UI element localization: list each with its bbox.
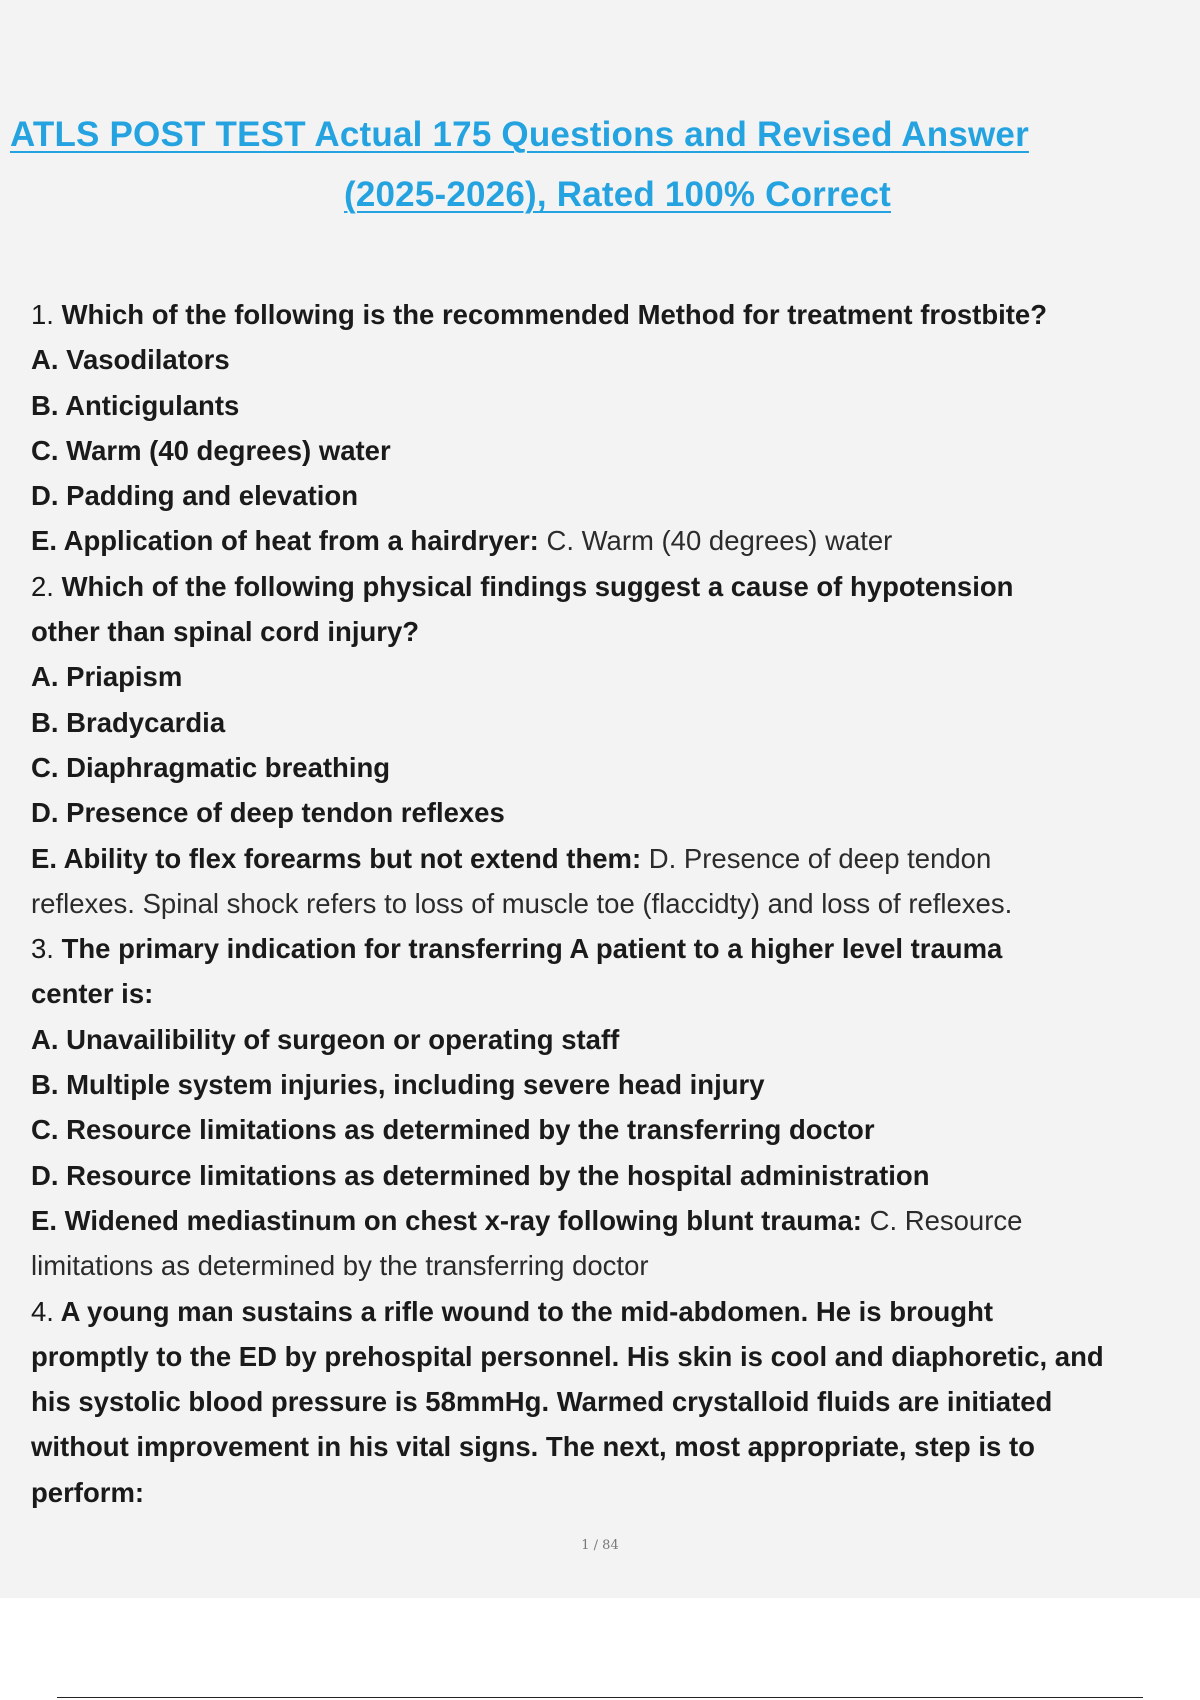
option-3d: D. Resource limitations as determined by the hospital administration xyxy=(31,1159,930,1191)
option-2d: D. Presence of deep tendon reflexes xyxy=(31,797,505,829)
question-number: 3. xyxy=(31,933,54,965)
option-1e: E. Application of heat from a hairdryer: xyxy=(31,525,539,557)
question-text-line-2: promptly to the ED by prehospital personnel. His skin is cool and diaphoretic, and xyxy=(31,1340,1104,1372)
question-list xyxy=(31,292,1200,1515)
option-1c: C. Warm (40 degrees) water xyxy=(31,434,391,466)
question-number: 4. xyxy=(31,1295,54,1327)
option-3c: C. Resource limitations as determined by the transferring doctor xyxy=(31,1114,875,1146)
option-1a: A. Vasodilators xyxy=(31,344,230,376)
question-text-line-5: perform: xyxy=(31,1476,145,1508)
question-text-line-3: his systolic blood pressure is 58mmHg. Warmed crystalloid fluids are initiated xyxy=(31,1386,1053,1418)
answer-3-line-2: limitations as determined by the transferring doctor xyxy=(31,1250,649,1282)
option-1e-with-answer xyxy=(31,518,1200,563)
option-2a: A. Priapism xyxy=(31,661,183,693)
option-1b: B. Anticigulants xyxy=(31,389,240,421)
question-text-line-1: A young man sustains a rifle wound to the mid-abdomen. He is brought xyxy=(60,1295,994,1327)
question-text-line-4: without improvement in his vital signs. The next, most appropriate, step is to xyxy=(31,1431,1035,1463)
question-text-line-1: Which of the following physical findings suggest a cause of hypotension xyxy=(61,570,1014,602)
answer-2-line-2: reflexes. Spinal shock refers to loss of muscle toe (flaccidty) and loss of reflexes. xyxy=(31,887,1013,919)
question-3 xyxy=(31,926,1200,971)
option-2b: B. Bradycardia xyxy=(31,706,226,738)
document-title-line-2: (2025-2026), Rated 100% Correct xyxy=(343,175,892,214)
question-text: Which of the following is the recommended Method for treatment frostbite? xyxy=(61,299,1048,330)
question-text-line-1: The primary indication for transferring A patient to a higher level trauma xyxy=(61,933,1003,965)
option-3e: E. Widened mediastinum on chest x-ray following blunt trauma: xyxy=(31,1204,862,1236)
answer-1: C. Warm (40 degrees) water xyxy=(538,525,893,557)
option-2c: C. Diaphragmatic breathing xyxy=(31,751,391,783)
option-2e: E. Ability to flex forearms but not extend them: xyxy=(31,842,642,874)
bottom-divider xyxy=(57,1697,1143,1698)
document-title-line-1: ATLS POST TEST Actual 175 Questions and Revised Answer xyxy=(10,115,1029,154)
option-1d: D. Padding and elevation xyxy=(31,480,358,512)
page-number: 1 / 84 xyxy=(581,1538,619,1553)
answer-2-line-1: D. Presence of deep tendon xyxy=(641,842,992,874)
question-4 xyxy=(31,1289,1200,1334)
option-3a: A. Unavailibility of surgeon or operating staff xyxy=(31,1023,620,1055)
option-3e-with-answer xyxy=(31,1198,1200,1243)
question-number: 2. xyxy=(31,570,54,602)
question-number: 1. xyxy=(31,299,54,330)
question-1 xyxy=(31,292,1200,337)
option-3b: B. Multiple system injuries, including severe head injury xyxy=(31,1069,765,1101)
question-2 xyxy=(31,564,1200,609)
question-text-line-2: center is: xyxy=(31,978,154,1010)
question-text-line-2: other than spinal cord injury? xyxy=(31,616,420,648)
option-2e-with-answer xyxy=(31,836,1200,881)
answer-3-line-1: C. Resource xyxy=(861,1204,1023,1236)
